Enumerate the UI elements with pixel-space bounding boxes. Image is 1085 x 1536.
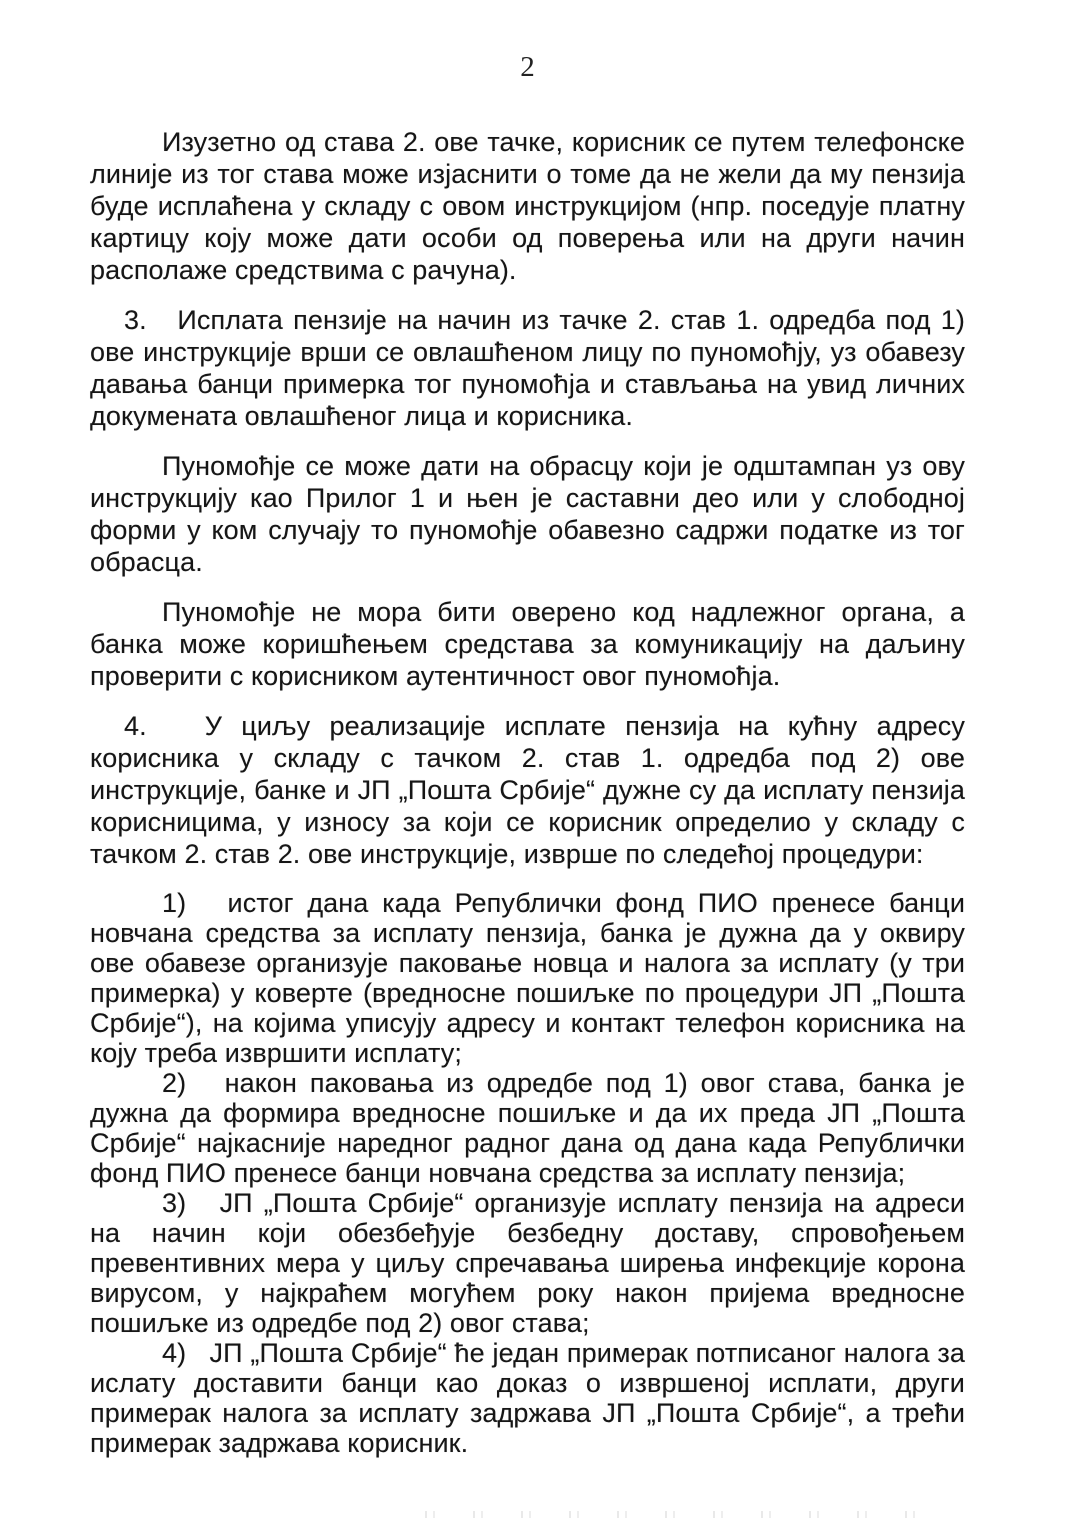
paragraph bbox=[90, 710, 965, 870]
paragraph-text: истог дана када Републички фонд ПИО пренесе банци новчана средства за исплату пензија, банка је дужна да у оквиру ове обавезе организује паковање новца и налога за исплату (у три примерка) у коверте (вредносне пошиљке по процедури ЈП „Пошта Србије“), на којима уписују адресу и контакт телефон корисника на коју треба извршити исплату; bbox=[90, 888, 966, 1068]
paragraph-text: Пуномоћје не мора бити оверено код надлежног органа, а банка може коришћењем средстава за комуникацију на даљину проверити с корисником аутентичност овог пуномоћја. bbox=[90, 597, 965, 691]
paragraph bbox=[90, 1338, 965, 1458]
paragraph-text: ЈП „Пошта Србије“ организује исплату пензија на адреси на начин који обезбеђује безбедну доставу, спровођењем превентивних мера у циљу спречавања ширења инфекције корона вирусом, у најкраћем могућем року након пријема вредносне пошиљке из одредбе под 2) овог става; bbox=[90, 1188, 966, 1338]
paragraph-number: 3) bbox=[162, 1188, 220, 1218]
paragraph-number: 4) bbox=[162, 1338, 210, 1368]
paragraph bbox=[90, 304, 965, 432]
paragraph-text: Изузетно од става 2. ове тачке, корисник се путем телефонске линије из тог става може изјаснити о томе да не жели да му пензија буде исплаћена у складу с овом инструкцијом (нпр. поседује платну картицу коју може дати особи од поверења или на други начин располаже средствима с рачуна). bbox=[90, 127, 965, 285]
paragraph bbox=[90, 1188, 965, 1338]
paragraph-text: У циљу реализације исплате пензија на кућну адресу корисника у складу с тачком 2. став 1. одредба под 2) ове инструкције, банке и ЈП „Пошта Србије“ дужне су да исплату пензија корисницима, у износу за који се корисник определио у складу с тачком 2. став 2. ове инструкције, изврше по следећој процедури: bbox=[90, 711, 965, 869]
paragraph-number: 4. bbox=[124, 711, 205, 741]
page-number: 2 bbox=[520, 51, 535, 83]
paragraph-text: Исплата пензије на начин из тачке 2. став 1. одредба под 1) ове инструкције врши се овлашћеном лицу по пуномоћју, уз обавезу давања банци примерка тог пуномоћја и стављања на увид личних докумената овлашћеног лица и корисника. bbox=[90, 305, 965, 431]
paragraph bbox=[90, 888, 965, 1068]
paragraph-number: 1) bbox=[162, 888, 228, 918]
paragraph-text: Пуномоћје се може дати на обрасцу који је одштампан уз ову инструкцију као Прилог 1 и њен је саставни део или у слободној форми у ком случају то пуномоћје обавезно садржи податке из тог обрасца. bbox=[90, 451, 965, 577]
document-body bbox=[90, 126, 965, 1458]
scan-artifact-marks bbox=[425, 1511, 917, 1518]
paragraph-text: ЈП „Пошта Србије“ ће један примерак потписаног налога за ислату доставити банци као доказ о извршеној исплати, други примерак налога за исплату задржава ЈП „Пошта Србије“, а трећи примерак задржава корисник. bbox=[90, 1338, 965, 1458]
paragraph bbox=[90, 450, 965, 578]
paragraph-number: 2) bbox=[162, 1068, 225, 1098]
paragraph bbox=[90, 1068, 965, 1188]
paragraph bbox=[90, 126, 965, 286]
paragraph-number: 3. bbox=[124, 305, 178, 335]
paragraph bbox=[90, 596, 965, 692]
paragraph-text: након паковања из одредбе под 1) овог става, банка је дужна да формира вредносне пошиљке и да их преда ЈП „Пошта Србије“ најкасније наредног радног дана од дана када Републички фонд ПИО пренесе банци новчана средства за исплату пензија; bbox=[90, 1068, 965, 1188]
